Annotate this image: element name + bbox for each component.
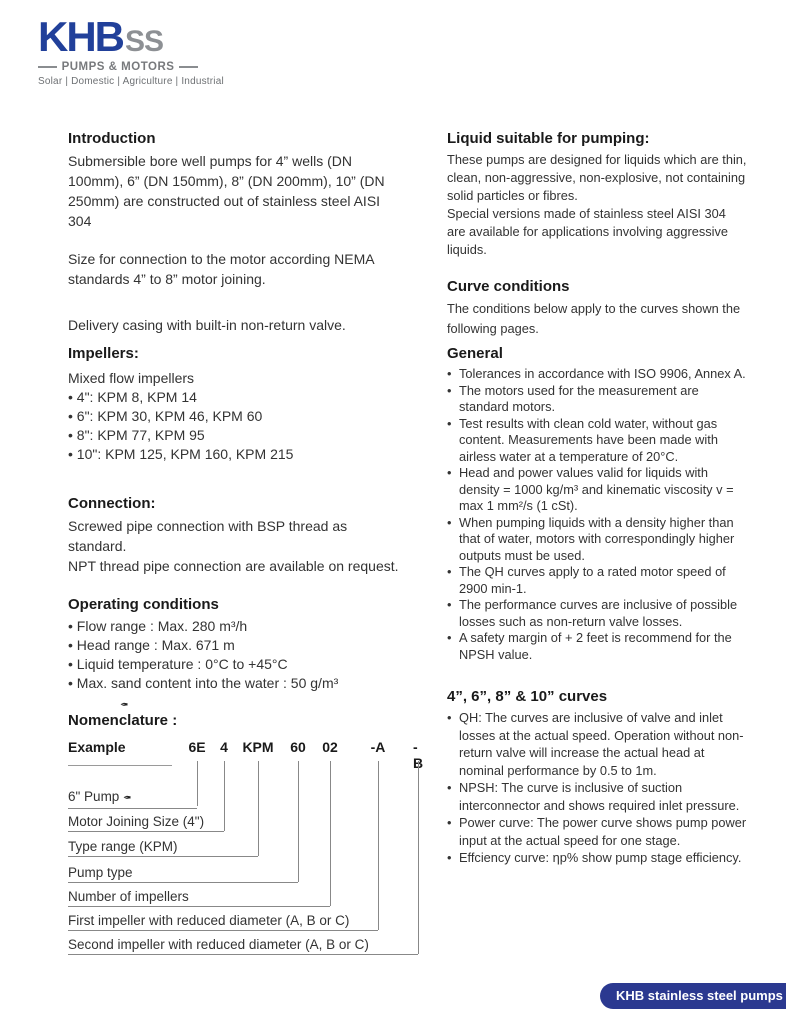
list-item: • Power curve: The power curve shows pump power input at the actual speed for one stage. xyxy=(447,814,747,849)
introduction-heading: Introduction xyxy=(68,130,156,147)
pen-nib-icon: ✒ xyxy=(123,793,132,804)
nomenclature-row xyxy=(68,889,330,907)
curve-conditions-body: The conditions below apply to the curves shown the following pages. xyxy=(447,301,741,336)
code-segment: 02 xyxy=(322,739,338,755)
connector-line xyxy=(330,761,331,906)
general-heading: General xyxy=(447,345,503,362)
brand-tagline xyxy=(38,61,198,73)
introduction-paragraph-2: Size for connection to the motor according NEMA standards 4” to 8” motor joining. xyxy=(68,251,374,287)
impellers-intro: Mixed flow impellers xyxy=(68,370,195,386)
connector-line xyxy=(197,761,198,806)
connector-line xyxy=(418,761,419,954)
row-label: First impeller with reduced diameter (A, B or C) xyxy=(68,913,350,928)
example-underline xyxy=(68,765,172,766)
list-item: • The performance curves are inclusive of possible losses such as non-return valve losses. xyxy=(447,597,747,630)
introduction-paragraph-3: Delivery casing with built-in non-return valve. xyxy=(68,317,346,333)
liquid-heading: Liquid suitable for pumping: xyxy=(447,130,650,147)
list-item: • Tolerances in accordance with ISO 9906, Annex A. xyxy=(447,366,747,383)
brand-logo xyxy=(38,13,224,87)
list-item: • When pumping liquids with a density higher than that of water, motors with correspondingly higher outputs must be used. xyxy=(447,515,747,565)
list-item: • 4": KPM 8, KPM 14 xyxy=(68,388,404,407)
size-curves-heading: 4”, 6”, 8” & 10” curves xyxy=(447,688,608,705)
connector-line xyxy=(258,761,259,856)
connector-line xyxy=(224,761,225,831)
brand-wordmark xyxy=(38,13,198,60)
list-item: • 6": KPM 30, KPM 46, KPM 60 xyxy=(68,407,404,426)
list-item: • Head and power values valid for liquids with density = 1000 kg/m³ and kinematic viscosity v = max 1 mm²/s (1 cSt). xyxy=(447,465,747,515)
example-label: Example xyxy=(68,739,126,755)
brand-name: KHB xyxy=(38,13,123,60)
connection-heading: Connection: xyxy=(68,495,156,512)
code-segment: 6E xyxy=(188,739,206,755)
connector-line xyxy=(378,761,379,930)
list-item: • Head range : Max. 671 m xyxy=(68,636,404,655)
row-label: Motor Joining Size (4") xyxy=(68,814,205,829)
nomenclature-row xyxy=(68,839,258,857)
section-introduction xyxy=(68,130,404,335)
code-segment: KPM xyxy=(242,739,274,755)
list-item: • Liquid temperature : 0°C to +45°C xyxy=(68,655,404,674)
section-size-curves xyxy=(447,688,747,867)
list-item: • Test results with clean cold water, without gas content. Measurements have been made with airless water at a temperature of 20°C. xyxy=(447,416,747,466)
liquid-paragraph-1: These pumps are designed for liquids which are thin, clean, non-aggressive, non-explosive, not containing solid particles or fibres. xyxy=(447,152,747,203)
row-label: Type range (KPM) xyxy=(68,839,178,854)
section-liquid xyxy=(447,130,747,259)
list-item: • 10": KPM 125, KPM 160, KPM 215 xyxy=(68,445,404,464)
nomenclature-diagram xyxy=(68,739,428,961)
list-item: • QH: The curves are inclusive of valve and inlet losses at the actual speed. Operation without non-return valve will increase the actual head at nominal performance by 0.5 to 1m. xyxy=(447,709,747,779)
list-item: • A safety margin of + 2 feet is recommend for the NPSH value. xyxy=(447,630,747,663)
section-nomenclature xyxy=(68,712,428,961)
brand-suffix: SS xyxy=(125,25,164,58)
row-label: Number of impellers xyxy=(68,889,189,904)
row-label: 6" Pump xyxy=(68,789,120,804)
connector-line xyxy=(298,761,299,882)
pen-mark xyxy=(120,695,404,713)
introduction-paragraph-1: Submersible bore well pumps for 4” wells (DN 100mm), 6” (DN 150mm), 8” (DN 200mm), 10” (DN 250mm) are constructed out of stainless steel AISI 304 xyxy=(68,153,385,229)
code-segment: 4 xyxy=(220,739,228,755)
brand-industries: Solar | Domestic | Agriculture | Industrial xyxy=(38,76,224,87)
tagline-text: PUMPS & MOTORS xyxy=(61,61,175,73)
list-item: • Max. sand content into the water : 50 g/m³ xyxy=(68,674,404,693)
nomenclature-row xyxy=(68,789,197,809)
section-impellers xyxy=(68,345,404,464)
liquid-paragraph-2: Special versions made of stainless steel AISI 304 are available for applications involving aggressive liquids. xyxy=(447,206,728,257)
list-item: • The motors used for the measurement are standard motors. xyxy=(447,383,747,416)
connection-paragraph-1: Screwed pipe connection with BSP thread as standard. xyxy=(68,518,348,554)
nomenclature-row xyxy=(68,865,298,883)
nomenclature-row xyxy=(68,814,224,832)
pen-nib-icon: ✒ xyxy=(120,700,129,711)
list-item: • The QH curves apply to a rated motor speed of 2900 min-1. xyxy=(447,564,747,597)
section-general xyxy=(447,345,747,663)
code-segment: -A xyxy=(370,739,386,755)
tagline-rule-right xyxy=(179,66,198,68)
footer-badge: KHB stainless steel pumps xyxy=(600,983,786,1009)
list-item: • NPSH: The curve is inclusive of suction interconnector and shows required inlet pressure. xyxy=(447,779,747,814)
section-curve-conditions xyxy=(447,278,747,339)
nomenclature-row xyxy=(68,937,418,955)
list-item: • Flow range : Max. 280 m³/h xyxy=(68,617,404,636)
connection-paragraph-2: NPT thread pipe connection are available on request. xyxy=(68,558,399,574)
list-item: • 8": KPM 77, KPM 95 xyxy=(68,426,404,445)
nomenclature-row xyxy=(68,913,378,931)
code-segment: 60 xyxy=(290,739,306,755)
row-label: Pump type xyxy=(68,865,133,880)
row-label: Second impeller with reduced diameter (A, B or C) xyxy=(68,937,369,952)
tagline-rule-left xyxy=(38,66,57,68)
operating-heading: Operating conditions xyxy=(68,596,219,613)
section-connection xyxy=(68,495,404,576)
impellers-heading: Impellers: xyxy=(68,345,139,362)
list-item: • Effciency curve: ηp% show pump stage efficiency. xyxy=(447,849,747,867)
curve-conditions-heading: Curve conditions xyxy=(447,278,570,295)
code-segment: -B xyxy=(412,739,424,771)
nomenclature-heading: Nomenclature : xyxy=(68,712,178,729)
section-operating-conditions xyxy=(68,596,404,713)
